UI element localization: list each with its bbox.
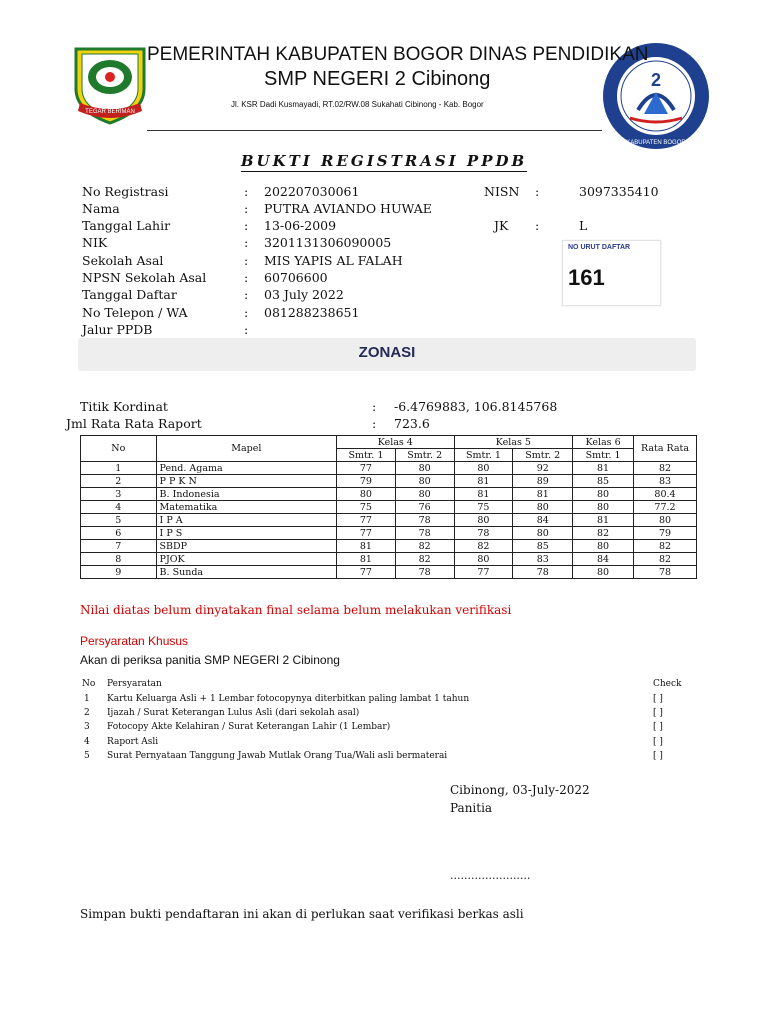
cell: 85 xyxy=(573,475,634,488)
cell: 81 xyxy=(513,488,573,501)
cell: 89 xyxy=(513,475,573,488)
document-title: BUKTI REGISTRASI PPDB xyxy=(240,152,528,170)
value-no-registrasi: 202207030061 xyxy=(264,184,360,199)
cell: PJOK xyxy=(156,553,336,566)
cell: 81 xyxy=(573,462,634,475)
cell: 82 xyxy=(634,462,697,475)
cell: 75 xyxy=(454,501,513,514)
header-smtr1: Smtr. 1 xyxy=(573,449,634,462)
cell: 80 xyxy=(395,488,454,501)
cell: 81 xyxy=(454,475,513,488)
cell: 84 xyxy=(573,553,634,566)
cell: P P K N xyxy=(156,475,336,488)
cell: 78 xyxy=(454,527,513,540)
requirement-text: Kartu Keluarga Asli + 1 Lembar fotocopynya diterbitkan paling lambat 1 tahun xyxy=(107,694,470,704)
label-npsn: NPSN Sekolah Asal xyxy=(82,270,207,285)
cell: 77 xyxy=(337,527,396,540)
requirement-text: Raport Asli xyxy=(107,737,159,747)
header-no: No xyxy=(81,436,157,462)
cell: 80 xyxy=(454,462,513,475)
table-row xyxy=(81,527,697,540)
colon: : xyxy=(244,253,249,268)
colon: : xyxy=(244,305,249,320)
value-nama: PUTRA AVIANDO HUWAE xyxy=(264,201,432,216)
value-telepon: 081288238651 xyxy=(264,305,360,320)
value-koordinat: -6.4769883, 106.8145768 xyxy=(394,399,558,414)
table-row xyxy=(81,501,697,514)
table-row xyxy=(81,540,697,553)
school-title: SMP NEGERI 2 Cibinong xyxy=(264,68,491,90)
requirements-header-name: Persyaratan xyxy=(107,679,162,689)
cell: 75 xyxy=(337,501,396,514)
header-kelas6: Kelas 6 xyxy=(573,436,634,449)
requirements-subtitle: Akan di periksa panitia SMP NEGERI 2 Cibinong xyxy=(80,653,340,667)
cell: 78 xyxy=(634,566,697,579)
cell: SBDP xyxy=(156,540,336,553)
cell: 80 xyxy=(395,462,454,475)
cell: Matematika xyxy=(156,501,336,514)
cell: 82 xyxy=(454,540,513,553)
colon: : xyxy=(244,270,249,285)
header-mapel: Mapel xyxy=(156,436,336,462)
cell: 1 xyxy=(81,462,157,475)
cell: 78 xyxy=(395,527,454,540)
cell: B. Sunda xyxy=(156,566,336,579)
requirement-no: 2 xyxy=(84,708,90,718)
jalur-banner xyxy=(78,338,696,371)
cell: 82 xyxy=(573,527,634,540)
header-smtr1: Smtr. 1 xyxy=(454,449,513,462)
requirement-text: Ijazah / Surat Keterangan Lulus Asli (dari sekolah asal) xyxy=(107,708,360,718)
cell: I P S xyxy=(156,527,336,540)
label-sekolah-asal: Sekolah Asal xyxy=(82,253,164,268)
requirement-checkbox[interactable]: [ ] xyxy=(653,694,663,704)
label-telepon: No Telepon / WA xyxy=(82,305,188,320)
signature-role: Panitia xyxy=(450,801,493,815)
requirement-text: Surat Pernyataan Tanggung Jawab Mutlak Orang Tua/Wali asli bermaterai xyxy=(107,751,448,761)
queue-number-label: NO URUT DAFTAR xyxy=(568,244,631,251)
label-koordinat: Titik Kordinat xyxy=(80,399,168,414)
colon: : xyxy=(535,218,540,233)
cell: 80.4 xyxy=(634,488,697,501)
value-sekolah-asal: MIS YAPIS AL FALAH xyxy=(264,253,403,268)
value-npsn: 60706600 xyxy=(264,270,328,285)
requirement-checkbox[interactable]: [ ] xyxy=(653,722,663,732)
school-address: Jl. KSR Dadi Kusmayadi, RT.02/RW.08 Sukahati Cibinong - Kab. Bogor xyxy=(231,100,484,109)
cell: 80 xyxy=(634,514,697,527)
cell: 80 xyxy=(513,527,573,540)
header-kelas5: Kelas 5 xyxy=(454,436,573,449)
header-smtr2: Smtr. 2 xyxy=(395,449,454,462)
cell: 80 xyxy=(513,501,573,514)
cell: 8 xyxy=(81,553,157,566)
cell: 4 xyxy=(81,501,157,514)
cell: 85 xyxy=(513,540,573,553)
colon: : xyxy=(372,399,377,414)
cell: 80 xyxy=(573,501,634,514)
requirement-text: Fotocopy Akte Kelahiran / Surat Keterangan Lahir (1 Lembar) xyxy=(107,722,391,732)
cell: 77 xyxy=(337,566,396,579)
requirement-checkbox[interactable]: [ ] xyxy=(653,751,663,761)
cell: 77.2 xyxy=(634,501,697,514)
value-raport: 723.6 xyxy=(394,416,430,431)
government-title: PEMERINTAH KABUPATEN BOGOR DINAS PENDIDIKAN xyxy=(147,44,649,65)
value-nisn: 3097335410 xyxy=(579,184,659,199)
requirement-checkbox[interactable]: [ ] xyxy=(653,737,663,747)
cell: 76 xyxy=(395,501,454,514)
cell: I P A xyxy=(156,514,336,527)
header-kelas4: Kelas 4 xyxy=(337,436,455,449)
requirements-title: Persyaratan Khusus xyxy=(80,634,189,648)
colon: : xyxy=(244,322,249,337)
table-row xyxy=(81,462,697,475)
cell: 84 xyxy=(513,514,573,527)
cell: Pend. Agama xyxy=(156,462,336,475)
label-nama: Nama xyxy=(82,201,120,216)
colon: : xyxy=(244,235,249,250)
requirement-no: 3 xyxy=(84,722,90,732)
signature-place-date: Cibinong, 03-July-2022 xyxy=(450,783,590,797)
queue-number-value: 161 xyxy=(568,265,605,290)
requirement-no: 5 xyxy=(84,751,90,761)
cell: 81 xyxy=(454,488,513,501)
header-smtr2: Smtr. 2 xyxy=(513,449,573,462)
cell: 7 xyxy=(81,540,157,553)
label-tanggal-lahir: Tanggal Lahir xyxy=(82,218,171,233)
cell: 6 xyxy=(81,527,157,540)
cell: 77 xyxy=(454,566,513,579)
cell: 80 xyxy=(454,553,513,566)
requirements-header-check: Check xyxy=(653,679,682,689)
cell: 80 xyxy=(573,566,634,579)
requirement-checkbox[interactable]: [ ] xyxy=(653,708,663,718)
colon: : xyxy=(244,287,249,302)
value-tanggal-daftar: 03 July 2022 xyxy=(264,287,344,302)
cell: 83 xyxy=(513,553,573,566)
cell: 79 xyxy=(634,527,697,540)
colon: : xyxy=(535,184,540,199)
label-no-registrasi: No Registrasi xyxy=(82,184,169,199)
cell: 83 xyxy=(634,475,697,488)
requirement-no: 4 xyxy=(84,737,90,747)
cell: 77 xyxy=(337,462,396,475)
label-raport: Jml Rata Rata Raport xyxy=(66,416,202,431)
header-rata-rata: Rata Rata xyxy=(634,436,697,462)
colon: : xyxy=(244,218,249,233)
value-nik: 3201131306090005 xyxy=(264,235,392,250)
cell: 77 xyxy=(337,514,396,527)
requirement-no: 1 xyxy=(84,694,90,704)
table-row xyxy=(81,566,697,579)
cell: 78 xyxy=(395,514,454,527)
queue-number-card xyxy=(562,240,661,306)
cell: 92 xyxy=(513,462,573,475)
cell: 78 xyxy=(395,566,454,579)
jalur-name: ZONASI xyxy=(358,344,416,361)
cell: 80 xyxy=(573,488,634,501)
cell: 81 xyxy=(573,514,634,527)
requirements-header-no: No xyxy=(82,679,96,689)
label-tanggal-daftar: Tanggal Daftar xyxy=(82,287,177,302)
seal-bottom-text: KABUPATEN BOGOR xyxy=(626,140,686,146)
cell: 80 xyxy=(395,475,454,488)
label-nik: NIK xyxy=(82,235,108,250)
header-divider xyxy=(147,130,602,131)
cell: 3 xyxy=(81,488,157,501)
signature-line: ....................... xyxy=(450,869,531,882)
verification-warning: Nilai diatas belum dinyatakan final selama belum melakukan verifikasi xyxy=(80,603,512,617)
cell: 2 xyxy=(81,475,157,488)
label-nisn: NISN xyxy=(484,184,520,199)
cell: 82 xyxy=(395,540,454,553)
footer-note: Simpan bukti pendaftaran ini akan di perlukan saat verifikasi berkas asli xyxy=(80,907,524,921)
table-row xyxy=(81,553,697,566)
header-smtr1: Smtr. 1 xyxy=(337,449,396,462)
cell: 82 xyxy=(395,553,454,566)
bogor-regency-emblem-icon xyxy=(70,45,150,125)
table-row xyxy=(81,488,697,501)
cell: B. Indonesia xyxy=(156,488,336,501)
cell: 5 xyxy=(81,514,157,527)
colon: : xyxy=(244,184,249,199)
grades-table xyxy=(80,435,697,579)
cell: 80 xyxy=(454,514,513,527)
colon: : xyxy=(244,201,249,216)
cell: 81 xyxy=(337,553,396,566)
colon: : xyxy=(372,416,377,431)
cell: 82 xyxy=(634,553,697,566)
table-row xyxy=(81,475,697,488)
cell: 81 xyxy=(337,540,396,553)
emblem-ribbon-text: TEGAR BERIMAN xyxy=(85,109,135,115)
cell: 80 xyxy=(337,488,396,501)
cell: 80 xyxy=(573,540,634,553)
table-row xyxy=(81,514,697,527)
cell: 82 xyxy=(634,540,697,553)
cell: 9 xyxy=(81,566,157,579)
cell: 79 xyxy=(337,475,396,488)
value-jk: L xyxy=(579,218,588,233)
cell: 78 xyxy=(513,566,573,579)
label-jk: JK xyxy=(494,218,509,233)
value-tanggal-lahir: 13-06-2009 xyxy=(264,218,337,233)
seal-number: 2 xyxy=(650,70,662,90)
label-jalur: Jalur PPDB xyxy=(82,322,153,337)
